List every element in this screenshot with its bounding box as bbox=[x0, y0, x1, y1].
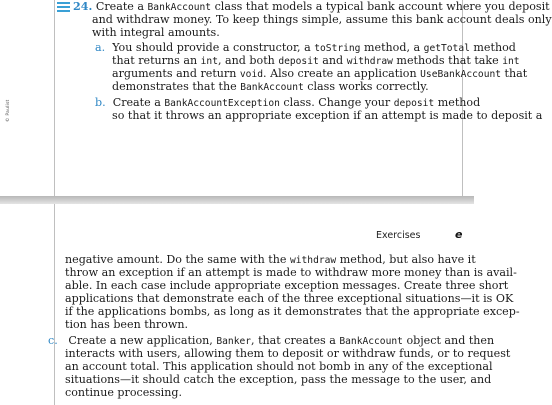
part-c-text: object and then bbox=[402, 334, 495, 347]
part-a-line-1 bbox=[95, 41, 516, 55]
part-a-text: demonstrates that the bbox=[112, 80, 241, 93]
top-page bbox=[0, 0, 552, 196]
code-bankaccount: BankAccount bbox=[339, 336, 403, 347]
part-c-text: Create a new application, bbox=[68, 334, 217, 347]
part-b-text: class. Change your bbox=[279, 96, 394, 109]
part-c-line-3: an account total. This application should not bomb in any of the exceptional bbox=[65, 360, 493, 373]
part-c-line-5: continue processing. bbox=[65, 386, 182, 399]
page-divider bbox=[0, 196, 474, 204]
code-gettotal: getTotal bbox=[423, 43, 470, 54]
part-c-line-4: situations—it should catch the exception, pass the message to the user, and bbox=[65, 373, 492, 386]
part-a-line-4 bbox=[112, 80, 429, 94]
code-bankaccount: BankAccount bbox=[147, 2, 212, 13]
left-margin-rule bbox=[54, 204, 55, 405]
code-bankaccountexception: BankAccountException bbox=[164, 98, 280, 109]
part-b-text: method bbox=[434, 96, 481, 109]
part-a-text: You should provide a constructor, a bbox=[112, 41, 315, 54]
code-int: int bbox=[502, 56, 520, 67]
code-deposit: deposit bbox=[393, 98, 435, 109]
part-c-line-2: interacts with users, allowing them to deposit or withdraw funds, or to request bbox=[65, 347, 511, 360]
code-deposit: deposit bbox=[278, 56, 319, 67]
part-b-line-2: so that it throws an appropriate exception if an attempt is made to deposit a bbox=[112, 109, 543, 122]
part-a-line-3 bbox=[112, 67, 527, 81]
part-b-text: method, but also have it bbox=[336, 253, 476, 266]
part-b-continued-line-2: throw an exception if an attempt is made to withdraw more money than is avail- bbox=[65, 266, 517, 279]
part-a-text: that returns an bbox=[112, 54, 201, 67]
part-c-label: c. bbox=[48, 334, 58, 347]
exercise-intro-line-1 bbox=[73, 0, 550, 14]
part-a-text: . Also create an application bbox=[263, 67, 421, 80]
intro-text-1a: Create a bbox=[95, 0, 148, 13]
part-a-text: method, a bbox=[360, 41, 424, 54]
part-a-text: class works correctly. bbox=[303, 80, 429, 93]
part-a-text: methods that take bbox=[392, 54, 503, 67]
running-header: Exercises bbox=[376, 230, 421, 241]
exercise-intro-line-2: and withdraw money. To keep things simple, assume this bank account deals only bbox=[92, 13, 552, 26]
code-int: int bbox=[200, 56, 218, 67]
code-bankaccount: BankAccount bbox=[240, 82, 304, 93]
intro-text-1b: class that models a typical bank account where you deposit bbox=[211, 0, 550, 13]
part-b-line-1 bbox=[95, 96, 480, 110]
exercise-intro-line-3: with integral amounts. bbox=[92, 26, 220, 39]
part-c-text: , that creates a bbox=[251, 334, 340, 347]
part-b-continued-line-4: applications that demonstrate each of the three exceptional situations—it is OK bbox=[65, 292, 514, 305]
part-a-line-2 bbox=[112, 54, 520, 68]
part-b-continued-line-1 bbox=[65, 253, 476, 267]
code-withdraw: withdraw bbox=[346, 56, 393, 67]
code-withdraw: withdraw bbox=[289, 255, 337, 266]
part-b-text: Create a bbox=[112, 96, 165, 109]
part-b-label: b. bbox=[95, 96, 106, 109]
left-margin-rule bbox=[54, 0, 55, 196]
part-a-text: that bbox=[501, 67, 528, 80]
part-a-label: a. bbox=[95, 41, 106, 54]
exercise-marker-icon bbox=[57, 2, 70, 14]
part-c-line-1 bbox=[48, 334, 494, 348]
part-a-text: arguments and return bbox=[112, 67, 240, 80]
part-a-text: and bbox=[318, 54, 347, 67]
copyright-notice: © Paulist bbox=[6, 99, 11, 122]
part-a-text: method bbox=[469, 41, 516, 54]
part-b-continued-line-5: if the applications bombs, as long as it demonstrates that the appropriate excep- bbox=[65, 305, 520, 318]
exercise-number: 24. bbox=[73, 0, 93, 13]
code-tostring: toString bbox=[314, 43, 361, 54]
part-b-text: negative amount. Do the same with the bbox=[65, 253, 290, 266]
code-void: void bbox=[239, 69, 264, 80]
part-b-continued-line-6: tion has been thrown. bbox=[65, 318, 188, 331]
bottom-page bbox=[0, 204, 520, 405]
code-usebankaccount: UseBankAccount bbox=[420, 69, 502, 80]
part-a-text: , and both bbox=[217, 54, 279, 67]
part-b-continued-line-3: able. In each case include appropriate exception messages. Create three short bbox=[65, 279, 509, 292]
page-letter: e bbox=[455, 228, 463, 241]
code-banker: Banker bbox=[216, 336, 252, 347]
